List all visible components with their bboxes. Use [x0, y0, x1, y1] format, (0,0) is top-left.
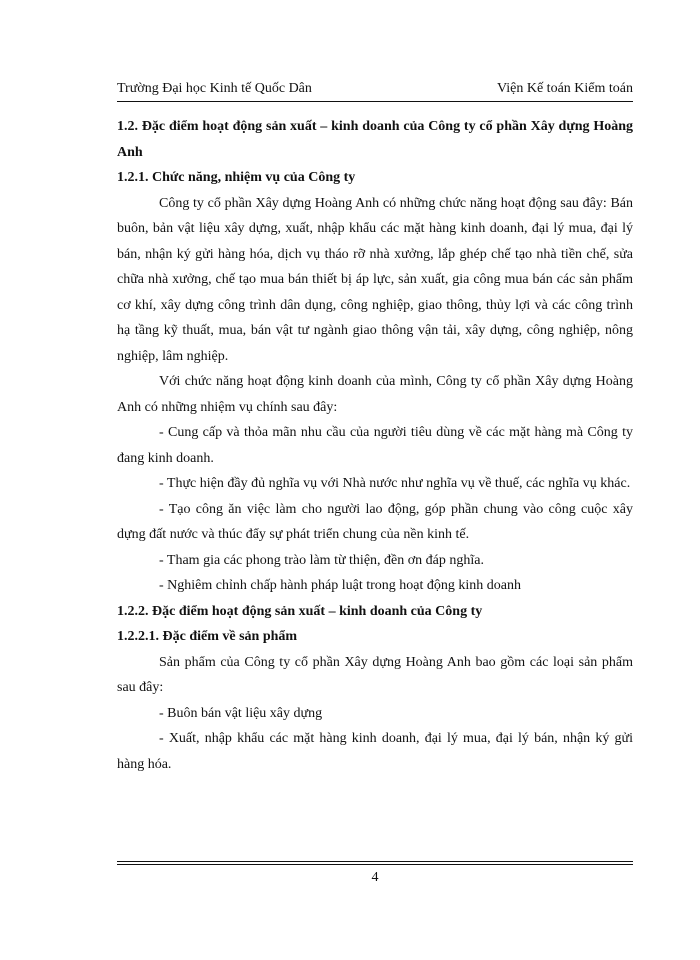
document-body	[117, 114, 633, 777]
paragraph-functions: Công ty cổ phần Xây dựng Hoàng Anh có những chức năng hoạt động sau đây: Bán buôn, bản vật liệu xây dựng, xuất, nhập khẩu các mặt hàng kinh doanh, đại lý mua, đại lý bán, nhận ký gửi hàng hóa, dịch vụ tháo rỡ nhà xưởng, lắp ghép chế tạo nhà tiền chế, sửa chữa nhà xưởng, chế tạo mua bán thiết bị áp lực, sản xuất, gia công mua bán các sản phẩm cơ khí, xây dựng công trình dân dụng, công nghiệp, giao thông, thủy lợi và các công trình hạ tầng kỹ thuất, mua, bán vật tư ngành giao thông vận tải, xây dựng, công nghiệp, nông nghiệp, lâm nghiệp.	[117, 195, 633, 364]
header-institute: Viện Kế toán Kiểm toán	[496, 81, 633, 96]
subsection-heading-operations: 1.2.2. Đặc điểm hoạt động sản xuất – kinh doanh của Công ty	[117, 603, 483, 619]
paragraph-products-intro: Sản phẩm của Công ty cổ phần Xây dựng Hoàng Anh bao gồm các loại sản phẩm sau đây:	[117, 654, 633, 695]
duty-item: - Nghiêm chỉnh chấp hành pháp luật trong hoạt động kinh doanh	[159, 578, 521, 593]
subsection-heading-products: 1.2.2.1. Đặc điểm về sản phẩm	[117, 629, 298, 644]
header-university: Trường Đại học Kinh tế Quốc Dân	[117, 81, 312, 96]
duty-item: - Tham gia các phong trào làm từ thiện, đền ơn đáp nghĩa.	[159, 552, 484, 568]
product-item: - Buôn bán vật liệu xây dựng	[159, 705, 323, 721]
page-header	[117, 80, 633, 98]
section-heading: 1.2. Đặc điểm hoạt động sản xuất – kinh doanh của Công ty cổ phần Xây dựng Hoàng Anh	[117, 119, 633, 160]
duty-item: - Tạo công ăn việc làm cho người lao động, góp phần chung vào công cuộc xây dựng đất nước và thúc đẩy sự phát triển chung của nền kinh tế.	[117, 501, 633, 542]
duty-item: - Cung cấp và thỏa mãn nhu cầu của người tiêu dùng về các mặt hàng mà Công ty đang kinh doanh.	[117, 425, 633, 466]
header-rule	[117, 101, 633, 102]
duty-item: - Thực hiện đầy đủ nghĩa vụ với Nhà nước như nghĩa vụ về thuế, các nghĩa vụ khác.	[159, 476, 631, 491]
footer-rule-bottom	[117, 864, 633, 865]
page-number: 4	[371, 870, 379, 885]
paragraph-duties-intro: Với chức năng hoạt động kinh doanh của mình, Công ty cổ phần Xây dựng Hoàng Anh có những nhiệm vụ chính sau đây:	[117, 374, 633, 415]
footer-rule-top	[117, 861, 633, 862]
subsection-heading-functions: 1.2.1. Chức năng, nhiệm vụ của Công ty	[117, 170, 356, 185]
product-item: - Xuất, nhập khẩu các mặt hàng kinh doanh, đại lý mua, đại lý bán, nhận ký gửi hàng hóa.	[117, 731, 633, 772]
